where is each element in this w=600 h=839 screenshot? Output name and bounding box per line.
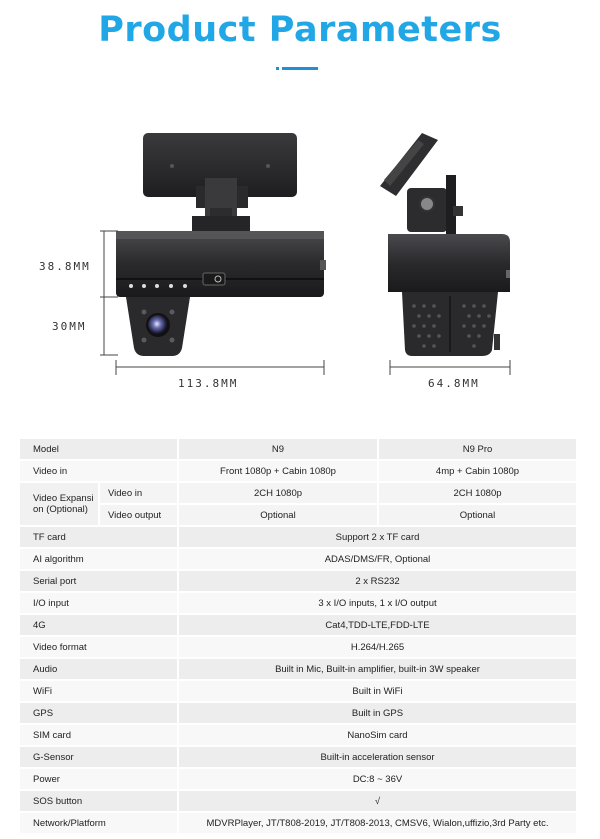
row-label: SIM card xyxy=(20,724,178,746)
row-label: TF card xyxy=(20,526,178,548)
dim-height-bottom: 30MM xyxy=(52,320,87,333)
table-row-video-in xyxy=(20,460,577,482)
model-n9: N9 xyxy=(178,439,378,460)
table-row xyxy=(20,812,577,834)
row-value: 3 x I/O inputs, 1 x I/O output xyxy=(178,592,577,614)
row-value: Cat4,TDD-LTE,FDD-LTE xyxy=(178,614,577,636)
row-label: G-Sensor xyxy=(20,746,178,768)
table-row xyxy=(20,592,577,614)
exp-video-in-n9pro: 2CH 1080p xyxy=(378,482,577,504)
parameter-rows xyxy=(20,526,577,834)
video-in-n9pro: 4mp + Cabin 1080p xyxy=(378,460,577,482)
exp-video-out-n9: Optional xyxy=(178,504,378,526)
table-row xyxy=(20,724,577,746)
table-row-expansion-video-out xyxy=(20,504,577,526)
row-label: Model xyxy=(20,439,178,460)
table-row xyxy=(20,768,577,790)
row-label: Power xyxy=(20,768,178,790)
table-row xyxy=(20,680,577,702)
row-label: Video format xyxy=(20,636,178,658)
row-value: Built-in acceleration sensor xyxy=(178,746,577,768)
row-value: H.264/H.265 xyxy=(178,636,577,658)
model-n9pro: N9 Pro xyxy=(378,439,577,460)
parameters-table xyxy=(20,439,578,835)
exp-video-out-n9pro: Optional xyxy=(378,504,577,526)
exp-video-in-n9: 2CH 1080p xyxy=(178,482,378,504)
row-value: Support 2 x TF card xyxy=(178,526,577,548)
row-value: √ xyxy=(178,790,577,812)
table-row-model xyxy=(20,439,577,460)
row-value: NanoSim card xyxy=(178,724,577,746)
title-underline xyxy=(282,67,318,70)
row-label: AI algorithm xyxy=(20,548,178,570)
sub-label: Video in xyxy=(99,482,178,504)
dim-width-side: 64.8MM xyxy=(428,377,480,390)
row-value: DC:8 ~ 36V xyxy=(178,768,577,790)
table-row xyxy=(20,614,577,636)
product-drawing xyxy=(0,120,600,410)
row-label: I/O input xyxy=(20,592,178,614)
row-label: 4G xyxy=(20,614,178,636)
row-value: Built in GPS xyxy=(178,702,577,724)
row-label: Audio xyxy=(20,658,178,680)
table-row xyxy=(20,746,577,768)
row-value: ADAS/DMS/FR, Optional xyxy=(178,548,577,570)
row-label: GPS xyxy=(20,702,178,724)
table-row xyxy=(20,526,577,548)
video-expansion-label: Video Expansi on (Optional) xyxy=(20,482,99,526)
table-row xyxy=(20,702,577,724)
table-row-expansion-video-in xyxy=(20,482,577,504)
row-label: SOS button xyxy=(20,790,178,812)
sub-label: Video output xyxy=(99,504,178,526)
row-label: Serial port xyxy=(20,570,178,592)
row-value: MDVRPlayer, JT/T808-2019, JT/T808-2013, CMSV6, Wialon,uffizio,3rd Party etc. xyxy=(178,812,577,834)
row-label: Video in xyxy=(20,460,178,482)
table-row xyxy=(20,548,577,570)
table-row xyxy=(20,658,577,680)
page-title: Product Parameters xyxy=(98,10,502,50)
row-label: WiFi xyxy=(20,680,178,702)
dim-width-front: 113.8MM xyxy=(178,377,239,390)
table-row xyxy=(20,570,577,592)
row-value: Built in Mic, Built-in amplifier, built-in 3W speaker xyxy=(178,658,577,680)
dim-height-top: 38.8MM xyxy=(39,260,91,273)
row-value: Built in WiFi xyxy=(178,680,577,702)
row-label: Network/Platform xyxy=(20,812,178,834)
table-row xyxy=(20,636,577,658)
row-value: 2 x RS232 xyxy=(178,570,577,592)
video-in-n9: Front 1080p + Cabin 1080p xyxy=(178,460,378,482)
table-row xyxy=(20,790,577,812)
